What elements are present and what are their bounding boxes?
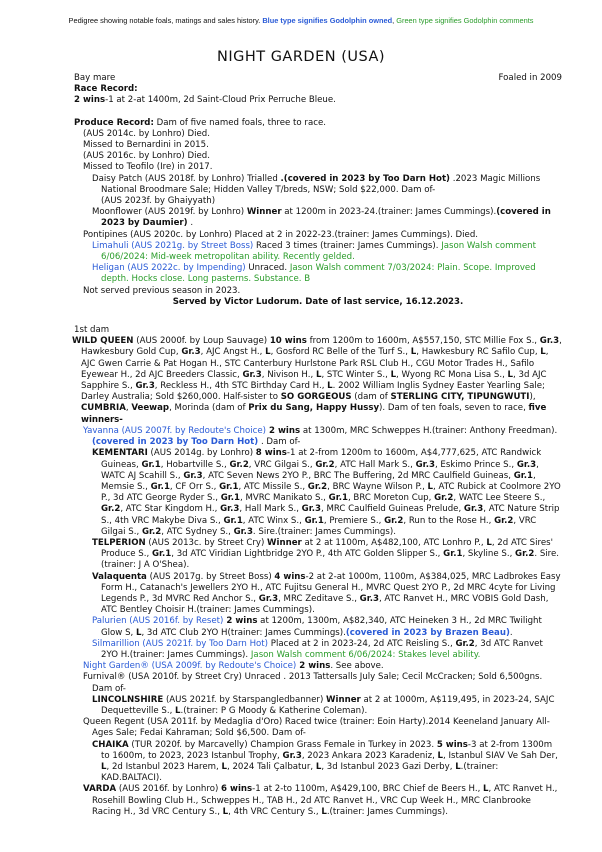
- text-run: 4 wins: [274, 571, 306, 582]
- text-run: Gr.3: [258, 593, 279, 604]
- text-run: five winners-: [81, 403, 547, 425]
- text-run: , ATC Seven News 2YO P., BRC The Buffering, 2d MRC Caulfield Guineas,: [202, 470, 514, 481]
- served-by-note: Served by Victor Ludorum. Date of last service, 16.12.2023.: [172, 296, 464, 307]
- text-run: (covered in 2023 by Brazen Beau): [345, 627, 510, 638]
- text-run: Gr.3: [135, 381, 155, 392]
- text-run: , WATC AJ Scahill S.,: [101, 459, 539, 481]
- text-run: (AUS 2000f. by Loup Sauvage): [133, 336, 270, 347]
- text-run: ). Dam of ten foals, seven to race,: [379, 403, 529, 414]
- text-run: .(trainer: P G Moody & Katherine Coleman).: [180, 705, 368, 716]
- foal-queen-regent: Queen Regent (USA 2011f. by Medaglia d'Oro) Raced twice (trainer: Eoin Harty).2014 Keeneland January All-Ages Sale; Fedai Kahraman; Sold $6,500. Dam of-: [83, 717, 550, 739]
- text-run: L: [222, 806, 229, 817]
- text-run: at 1200m in 2023-24.(trainer: James Cummings).: [281, 207, 497, 218]
- text-run: Winner: [267, 537, 302, 548]
- pedigree-document: [74, 73, 562, 818]
- text-run: Gr.2: [455, 638, 475, 649]
- text-run: , ATC Star Kingdom H.,: [120, 504, 221, 515]
- text-run: , Hawkesbury Gold Cup,: [81, 336, 562, 358]
- text-run: Gr.3: [282, 750, 302, 761]
- text-run: , Nivison H.,: [261, 369, 316, 380]
- text-run: .2023 Magic Millions National Broodmare Sale; Hidden Valley T/breds, NSW; Sold $22,000. Dam of-: [101, 173, 541, 195]
- text-run: L: [135, 627, 142, 638]
- text-run: Gr.1: [151, 549, 172, 560]
- text-run: , AJC Angst H.,: [200, 347, 266, 358]
- text-run: .(trainer: James Cummings).: [326, 806, 448, 817]
- text-run: , ATC Winx S.,: [242, 515, 305, 526]
- produce-item: (AUS 2016c. by Lonhro) Died.: [83, 151, 210, 162]
- produce-item-pontipines: Pontipines (AUS 2020c. by Lonhro) Placed at 2 in 2022-23.(trainer: James Cummings). Died.: [83, 229, 479, 240]
- text-run: 2 wins: [74, 95, 106, 106]
- text-run: at 2 at 1100m, A$482,100, ATC Lonhro P.,: [301, 537, 487, 548]
- foal-kementari: [74, 448, 562, 538]
- text-run: L: [175, 705, 181, 716]
- text-run: , 3d ATC Viridian Lightbridge 2YO P., 4th ATC Golden Slipper S.,: [171, 549, 444, 560]
- text-run: L: [221, 761, 227, 772]
- text-run: , BRC Moreton Cup,: [347, 493, 435, 504]
- text-run: Gr.1: [141, 459, 161, 470]
- text-run: 6 wins: [221, 784, 253, 795]
- text-run: Gr.1: [219, 481, 239, 492]
- text-run: . 2002 William Inglis Sydney Easter Yearling Sale; Darley Australia; Sold $260,000. Half-sister to: [81, 381, 545, 403]
- text-run: Gr.2: [101, 504, 121, 515]
- legend-blue: Blue type signifies Godolphin owned: [262, 16, 393, 25]
- text-run: Gr.3: [181, 347, 201, 358]
- text-run: Jason Walsh comment 6/06/2024: Mid-week metropolitan ability. Recently gelded.: [101, 240, 537, 263]
- foal-furnival: [74, 672, 562, 694]
- text-run: L: [315, 369, 322, 380]
- sex: Bay mare: [74, 73, 116, 83]
- text-run: L: [327, 381, 333, 392]
- text-run: Placed at 2 in 2023-24, 2d ATC Reisling S.,: [268, 638, 456, 649]
- produce-list: [74, 129, 562, 297]
- text-run: L: [540, 347, 546, 358]
- text-run: Unraced.: [245, 263, 290, 274]
- text-run: L: [390, 369, 397, 380]
- text-run: Gr.3: [539, 336, 560, 347]
- text-run: L: [455, 761, 461, 772]
- text-run: Winner: [326, 694, 361, 705]
- text-run: L: [265, 347, 271, 358]
- text-run: Night Garden® (USA 2009f. by Redoute's Choice): [83, 661, 297, 672]
- text-run: Jason Walsh comment 7/03/2024: Plain. Scope. Improved depth. Hocks close. Long pasterns. Substance. B: [101, 263, 536, 285]
- foal-lincolnshire: [74, 695, 562, 717]
- text-run: , Run to the Rose H.,: [403, 515, 495, 526]
- foal-telperion: [74, 538, 562, 572]
- text-run: , WATC Lee Steere S.,: [453, 493, 546, 504]
- text-run: Silmarillion (AUS 2021f. by Too Darn Hot): [92, 638, 269, 649]
- text-run: -1 at 2-from 1200m to 1600m, A$4,777,625, ATC Randwick Guineas,: [101, 448, 542, 470]
- text-run: Limahuli (AUS 2021g. by Street Boss): [92, 240, 254, 251]
- text-run: (AUS 2014g. by Lonhro): [147, 448, 256, 459]
- text-run: , 3d ATC Club 2YO H(trainer: James Cummings).: [141, 627, 346, 638]
- text-run: , VRC Gilgai S.,: [248, 459, 316, 470]
- text-run: Gr.3: [183, 470, 203, 481]
- dam-wild-queen: [72, 336, 562, 426]
- text-run: 10 wins: [269, 336, 307, 347]
- text-run: Moonflower (AUS 2019f. by Lonhro): [92, 207, 247, 218]
- produce-item-daisy-patch: [83, 174, 562, 208]
- text-run: , BRC Wayne Wilson P.,: [327, 481, 428, 492]
- text-run: , ATC Rubick at Coolmore 2YO P., 3d ATC George Ryder S.,: [101, 481, 561, 504]
- text-run: CHAIKA: [92, 739, 129, 750]
- text-run: L: [101, 761, 107, 772]
- text-run: at 2 at 1000m, A$119,495, in 2023-24, SAJC Dequetteville S.,: [101, 694, 555, 716]
- text-run: , Hawkesbury RC Safilo Cup,: [416, 347, 541, 358]
- text-run: (AUS 2017g. by Street Boss): [146, 571, 275, 582]
- text-run: Veewap: [131, 403, 170, 414]
- text-run: , ATC Sydney S.,: [161, 526, 234, 537]
- text-run: Heligan (AUS 2022c. by Impending): [92, 263, 246, 274]
- foal-palurien: [74, 616, 562, 638]
- text-run: , Wyong RC Mona Lisa S.,: [396, 369, 508, 380]
- text-run: , 3d ATC Ranvet 2YO H.(trainer: James Cummings).: [101, 638, 543, 660]
- text-run: Produce Record:: [74, 117, 154, 128]
- text-run: LINCOLNSHIRE: [92, 694, 164, 705]
- text-run: Gr.3: [233, 526, 253, 537]
- text-run: L: [315, 761, 322, 772]
- text-run: (TUR 2020f. by Marcavelly) Champion Grass Female in Turkey in 2023.: [128, 739, 437, 750]
- text-run: Gr.2: [434, 493, 454, 504]
- text-run: TELPERION: [92, 537, 146, 548]
- text-run: , Morinda (dam of: [169, 403, 249, 414]
- text-run: L: [321, 806, 327, 817]
- text-run: , MRC Zeditave S.,: [278, 593, 360, 604]
- text-run: Daisy Patch (AUS 2018f. by Lonhro) Trialled: [92, 173, 281, 184]
- produce-item: Missed to Teofilo (Ire) in 2017.: [83, 162, 213, 173]
- text-run: .: [509, 627, 513, 638]
- produce-record-heading: [74, 118, 562, 129]
- text-run: , 2024 Tali Çalbatur,: [227, 761, 316, 772]
- text-run: , AJC Gwen Carrie & Pat Hogan H., STC Canterbury Hurlstone Park RSL Club H., CGU Motor Trades H., Safilo Eyewear H., 2d AJC Breeders Classic,: [81, 347, 549, 380]
- text-run: Gr.1: [220, 493, 240, 504]
- text-run: , 4th VRC Century S.,: [228, 806, 322, 817]
- produce-item: Missed to Bernardini in 2015.: [83, 140, 209, 151]
- text-run: Yavanna (AUS 2007f. by Redoute's Choice): [83, 425, 267, 436]
- text-run: -1 at 2-to 1100m, A$429,100, BRC Chief de Beers H.,: [252, 784, 484, 795]
- text-run: Gr.1: [150, 481, 170, 492]
- foal-silmarillion: [74, 639, 562, 661]
- produce-item-limahuli: [83, 241, 562, 263]
- text-run: , ATC Nature Strip S., 4th VRC Makybe Diva S.,: [101, 504, 560, 526]
- text-run: , Memsie S.,: [101, 470, 536, 492]
- text-run: -3 at 2-from 1300m to 1600m, to 2023, 2023 Istanbul Trophy,: [101, 739, 553, 761]
- sex-foaled-row: [74, 73, 562, 84]
- text-run: 2 wins: [223, 616, 258, 627]
- text-run: Gr.2: [315, 459, 335, 470]
- text-run: 8 wins: [255, 448, 287, 459]
- text-run: L: [437, 750, 444, 761]
- text-run: from 1200m to 1600m, A$557,150, STC Millie Fox S.,: [306, 336, 540, 347]
- text-run: WILD QUEEN: [72, 336, 134, 347]
- text-run: , Eskimo Prince S.,: [434, 459, 517, 470]
- text-run: , ATC Hall Mark S.,: [334, 459, 416, 470]
- text-run: , Hall Mark S.,: [239, 504, 302, 515]
- text-run: , MRC Caulfield Guineas Prelude,: [320, 504, 464, 515]
- text-run: VARDA: [83, 784, 117, 795]
- text-run: (AUS 2021f. by Starspangledbanner): [163, 694, 327, 705]
- text-run: CUMBRIA: [81, 403, 126, 414]
- text-run: (AUS 2013c. by Street Cry): [145, 537, 268, 548]
- text-run: , CF Orr S.,: [169, 481, 220, 492]
- text-run: , STC Winter S.,: [321, 369, 391, 380]
- text-run: Gr.2: [384, 515, 404, 526]
- text-run: , 2d ATC Sires' Produce S.,: [101, 537, 553, 560]
- text-run: (covered in 2023 by Too Darn Hot): [92, 437, 259, 448]
- text-run: , 3d AJC Sapphire S.,: [81, 369, 547, 392]
- text-run: Winner: [246, 207, 282, 218]
- text-run: -2 at 2-at 1000m, 1100m, A$384,025, MRC Ladbrokes Easy Form H., Catanach's Jewellers 2YO H., ATC Fujitsu General H., MVRC Quest 2YO P., 2d MRC 4cyte for Living Legends P., 3d MVRC Red Anchor S.,: [101, 571, 561, 604]
- produce-item-moonflower: [83, 207, 562, 229]
- text-run: at 1300m, MRC Schweppes H.(trainer: Anthony Freedman).: [300, 425, 558, 436]
- text-run: Palurien (AUS 2016f. by Reset): [92, 616, 224, 627]
- text-run: , 3d Istanbul 2023 Gazi Derby,: [321, 761, 456, 772]
- text-run: , Premiere S.,: [323, 515, 385, 526]
- text-run: L: [486, 537, 492, 548]
- produce-item-heligan: [83, 263, 562, 285]
- text-run: . Dam of-: [258, 437, 301, 448]
- text-run: , MVRC Manikato S.,: [240, 493, 329, 504]
- text-run: , Skyline S.,: [462, 549, 516, 560]
- text-run: Gr.2: [141, 526, 162, 537]
- text-run: . Sire.(trainer: James Cummings).: [252, 526, 396, 537]
- text-run: , 2d Istanbul 2023 Harem,: [106, 761, 222, 772]
- text-run: Gr.3: [301, 504, 321, 515]
- text-run: KEMENTARI: [92, 448, 148, 459]
- text-run: Gr.1: [513, 470, 533, 481]
- text-run: Gr.3: [359, 593, 379, 604]
- text-run: , ATC Ranvet H., MRC VOBIS Gold Dash, ATC Bentley Choisir H.(trainer: James Cummings).: [101, 593, 549, 616]
- first-dam-label: 1st dam: [74, 325, 110, 336]
- race-record: [74, 95, 562, 106]
- text-run: (covered in 2023 by Daumier): [101, 207, 551, 229]
- foal-yavanna: [74, 426, 562, 448]
- text-run: , Istanbul SIAV Ve Sah Der,: [443, 750, 558, 761]
- text-run: . Sire.(trainer: J A O'Shea).: [101, 549, 560, 571]
- text-run: . See above.: [330, 661, 384, 672]
- text-run: Gr.1: [328, 493, 348, 504]
- text-run: , Reckless H., 4th STC Birthday Card H.,: [154, 381, 328, 392]
- text-run: Dam of five named foals, three to race.: [156, 117, 326, 128]
- text-run: Gr.2: [229, 459, 249, 470]
- text-run: ,: [125, 403, 132, 414]
- text-run: , ATC Ranvet H., Rosehill Bowling Club H., Schweppes H., TAB H., 2d ATC Ranvet H., VRC Cup Week H., MRC Clanbrooke Racing H., 3d VRC Century S.,: [92, 784, 558, 817]
- legend-green: Green type signifies Godolphin comments: [396, 16, 534, 25]
- foal-valaquenta: [74, 572, 562, 617]
- not-served-note: Not served previous season in 2023.: [83, 285, 241, 296]
- foaled: Foaled in 2009: [498, 73, 562, 83]
- text-run: (AUS 2023f. by Ghaiyyath): [101, 196, 216, 207]
- legend-text: Pedigree showing notable foals, matings and sales history.: [68, 16, 261, 25]
- text-run: .(covered in 2023 by Too Darn Hot): [280, 173, 450, 184]
- legend-banner: [0, 16, 602, 25]
- foal-chaika: [74, 740, 562, 785]
- text-run: L: [410, 347, 417, 358]
- produce-item: (AUS 2014c. by Lonhro) Died.: [83, 128, 210, 139]
- text-run: , ATC Missile S.,: [238, 481, 308, 492]
- text-run: Gr.1: [304, 515, 324, 526]
- text-run: at 1200m, 1300m, A$82,340, ATC Heineken 3 H., 2d MRC Twilight Glow S,: [101, 616, 542, 638]
- text-run: , 2023 Ankara 2023 Karadeniz,: [301, 750, 438, 761]
- text-run: Valaquenta: [92, 571, 147, 582]
- text-run: .(trainer: KAD.BALTACI).: [101, 761, 499, 784]
- text-run: , VRC Gilgai S.,: [101, 515, 537, 537]
- text-run: Gr.3: [463, 504, 484, 515]
- foal-varda: [74, 784, 562, 818]
- text-run: 2 wins: [266, 425, 301, 436]
- text-run: Gr.3: [415, 459, 435, 470]
- text-run: Gr.1: [443, 549, 463, 560]
- text-run: Gr.2: [307, 481, 328, 492]
- race-record-label: Race Record:: [74, 84, 138, 95]
- text-run: Gr.1: [223, 515, 243, 526]
- text-run: L: [427, 481, 434, 492]
- page-title: NIGHT GARDEN (USA): [216, 49, 386, 65]
- text-run: SO GORGEOUS: [280, 392, 352, 403]
- text-run: (AUS 2016f. by Lonhro): [116, 784, 222, 795]
- text-run: Gr.3: [220, 504, 240, 515]
- text-run: 2 wins: [296, 661, 331, 672]
- text-run: L: [507, 369, 514, 380]
- text-run: Prix du Sang, Happy Hussy: [248, 403, 380, 414]
- text-run: Gr.2: [515, 549, 535, 560]
- text-run: L: [483, 784, 489, 795]
- text-run: Gr.2: [494, 515, 514, 526]
- text-run: -1 at 2-at 1400m, 2d Saint-Cloud Prix Perruche Bleue.: [105, 95, 336, 106]
- text-run: Gr.3: [242, 369, 262, 380]
- text-run: (dam of: [351, 392, 391, 403]
- text-run: Gr.3: [516, 459, 537, 470]
- text-run: , Hobartville S.,: [160, 459, 230, 470]
- legend-sep: ,: [392, 16, 395, 25]
- text-run: Raced 3 times (trainer: James Cummings).: [253, 240, 442, 251]
- text-run: , Gosford RC Belle of the Turf S.,: [270, 347, 411, 358]
- text-run: .: [187, 218, 194, 229]
- text-run: STERLING CITY, TIPUNGWUTI: [390, 392, 530, 403]
- text-run: 5 wins: [436, 739, 468, 750]
- text-run: Furnival® (USA 2010f. by Street Cry) Unraced . 2013 Tattersalls July Sale; Cecil McCracken; Sold 6,500gns. Dam of-: [83, 672, 543, 694]
- text-run: Jason Walsh comment 6/06/2024: Stakes level ability.: [250, 649, 481, 660]
- text-run: ),: [529, 392, 536, 403]
- foal-night-garden: [74, 661, 562, 672]
